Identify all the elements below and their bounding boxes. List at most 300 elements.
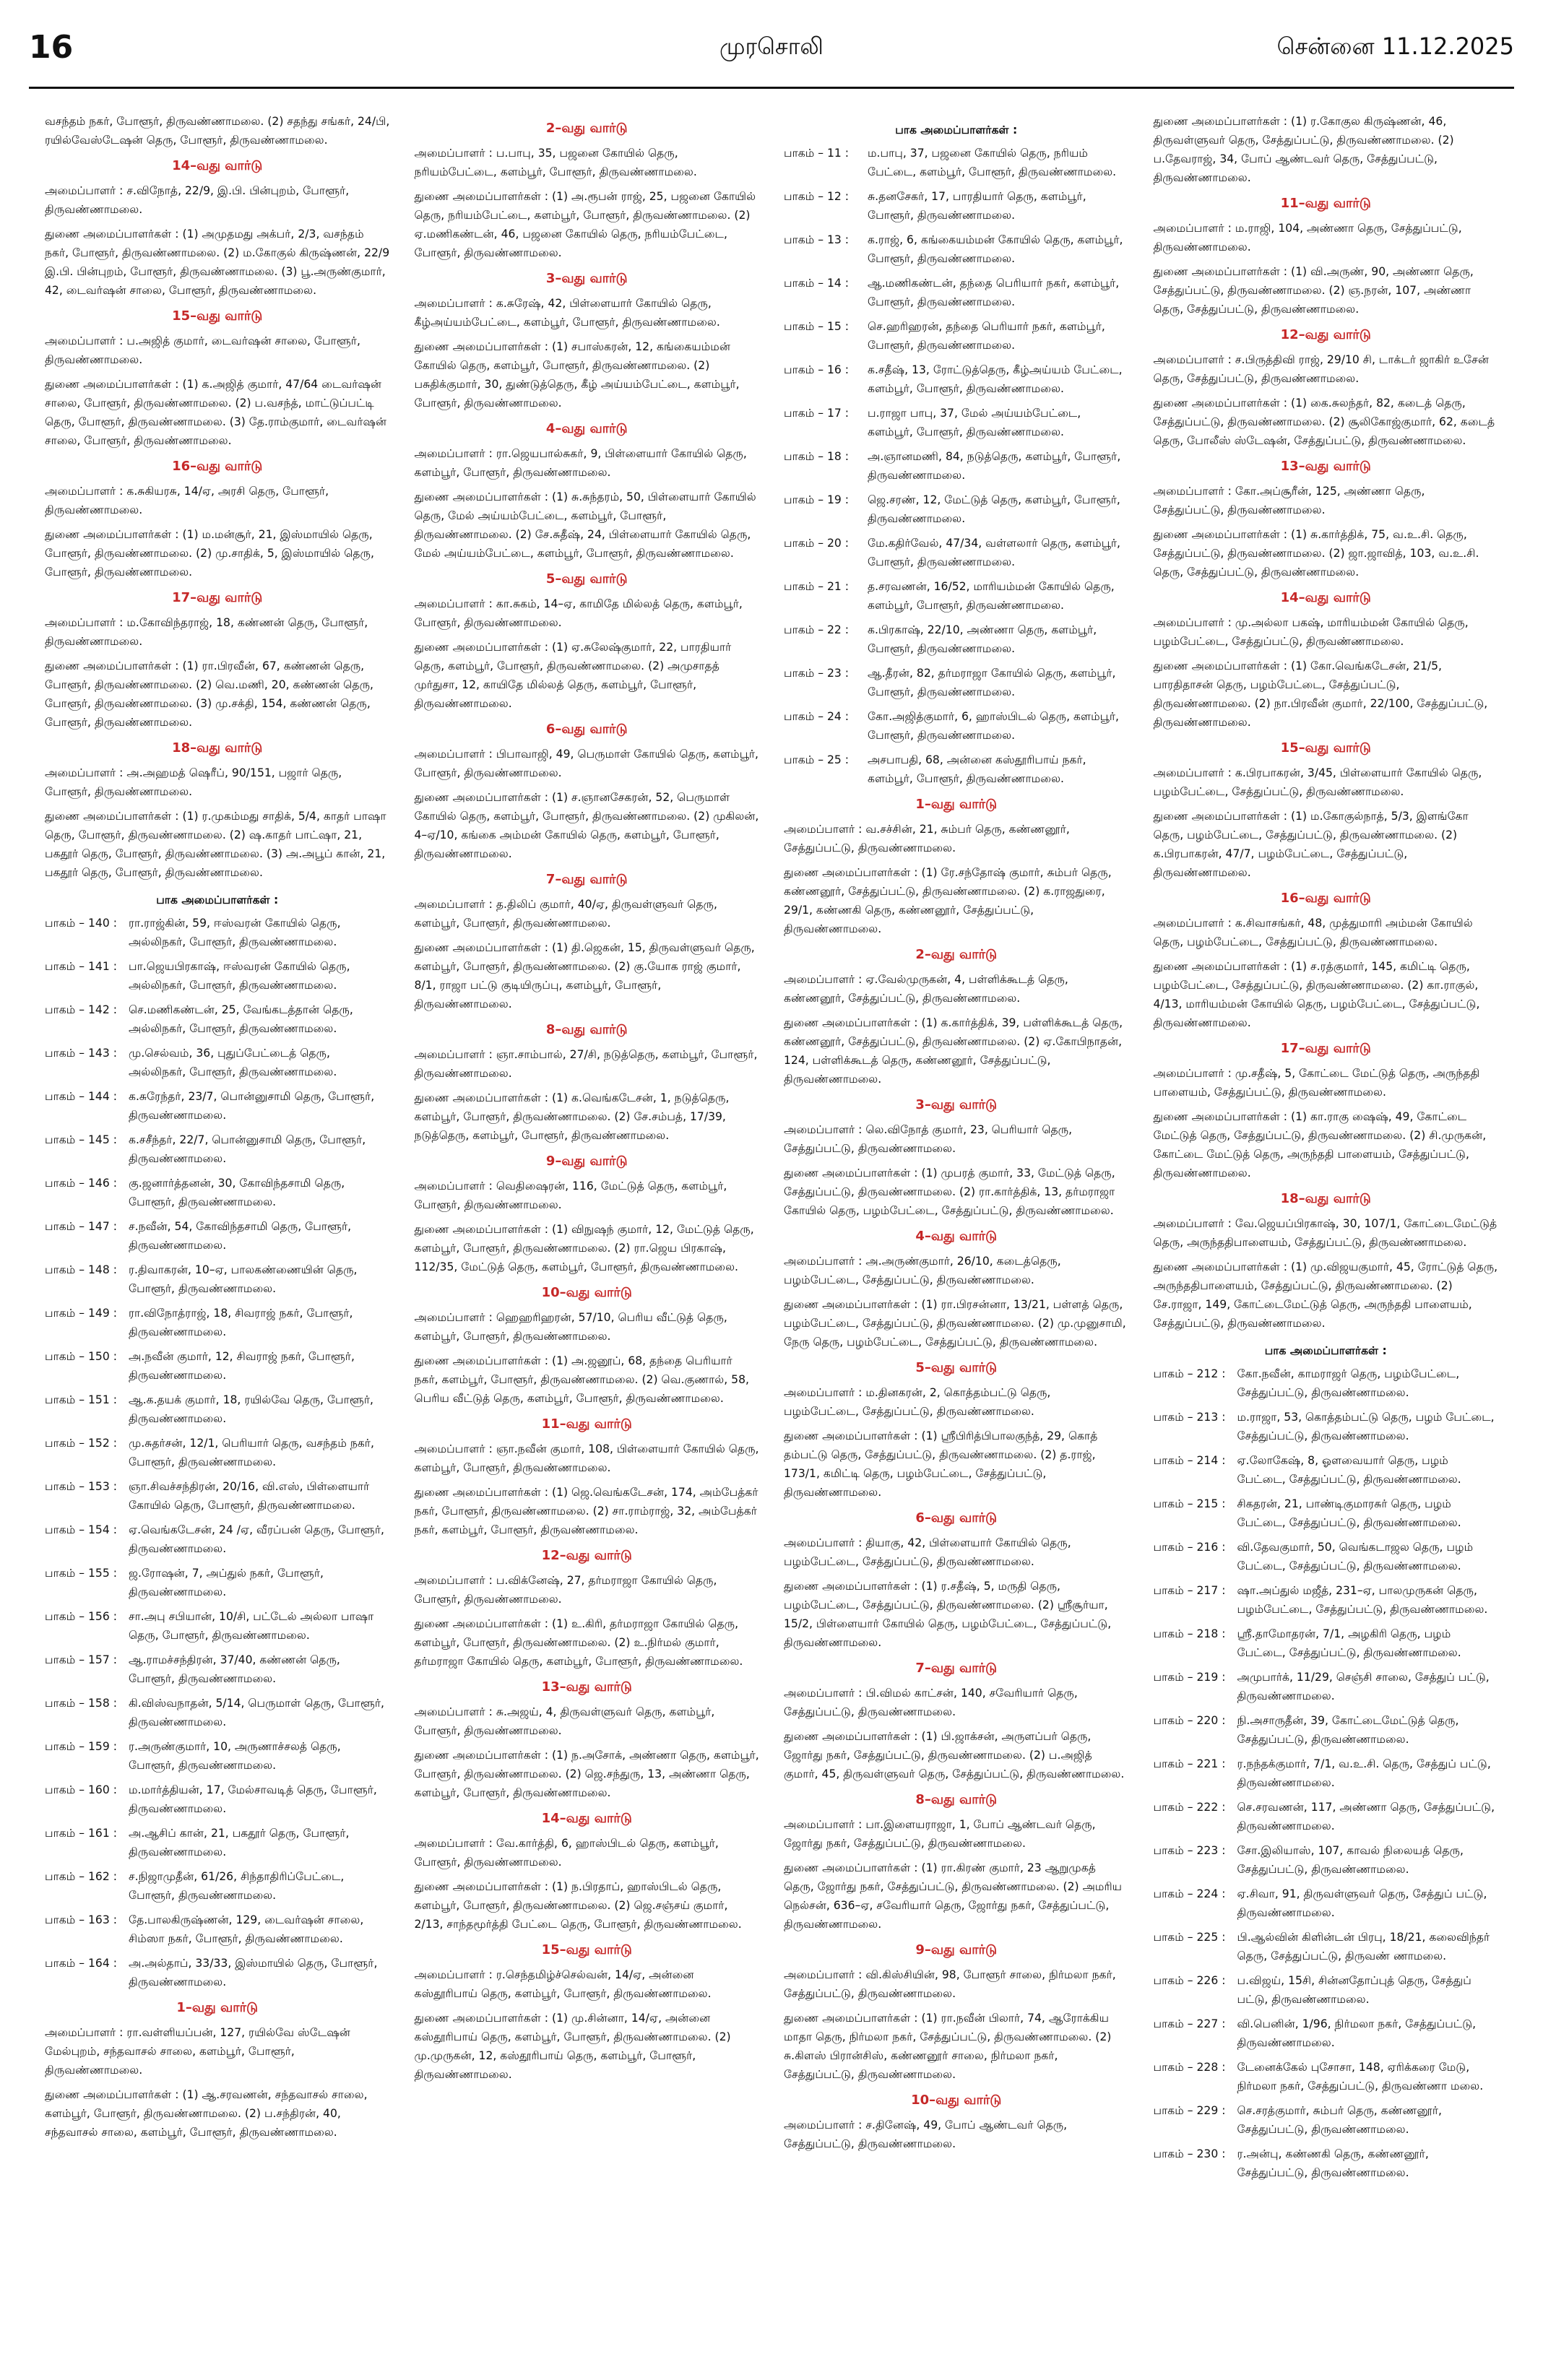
booth-detail: ஸ்ரீ.தாமோதரன், 7/1, அழகிரி தெரு, பழம் பேட்டை, சேத்துப்பட்டு, திருவண்ணாமலை. xyxy=(1237,1627,1461,1659)
booth-row xyxy=(1154,2145,1499,2182)
booth-row xyxy=(45,1087,390,1125)
ward-heading: 6–வது வார்டு xyxy=(545,722,628,737)
booth-row xyxy=(45,1260,390,1298)
booth-detail: க.பிரகாஷ், 22/10, அண்ணா தெரு, களம்பூர், போளூர், திருவண்ணாமலை. xyxy=(868,623,1097,655)
booth-number: பாகம் – 215 : xyxy=(1153,1497,1226,1510)
ward-deputies: துணை அமைப்பாளர்கள் : (1) தி.ஜெகன், 15, திருவள்ளுவர் தெரு, களம்பூர், போளூர், திருவண்ணாமலை. (2) கு.யோக ராஜ் குமார், 8/1, ராஜா பட்டு குடியிருப்பு, களம்பூர், போளூர், திருவண்ணாமலை. xyxy=(414,941,755,1011)
ward-organizer: அமைப்பாளர் : மு.சதீஷ், 5, கோட்டை மேட்டுத் தெரு, அருந்ததி பாளையம், சேத்துப்பட்டு, திருவண்ணாமலை. xyxy=(1153,1067,1480,1099)
ward-organizer: அமைப்பாளர் : ஞா.சாம்பால், 27/சி, நடுத்தெரு, களம்பூர், போளூர், திருவண்ணாமலை. xyxy=(414,1048,758,1080)
ward-organizer: அமைப்பாளர் : க.சுரேஷ், 42, பிள்ளையார் கோயில் தெரு, கீழ்அய்யம்பேட்டை, களம்பூர், போளூர், திருவண்ணாமலை. xyxy=(414,297,720,329)
booth-number: பாகம் – 216 : xyxy=(1153,1541,1226,1554)
column-3 xyxy=(784,112,1129,2351)
booth-row xyxy=(784,404,1129,441)
ward-deputies: துணை அமைப்பாளர்கள் : (1) சு.சுந்தரம், 50, பிள்ளையார் கோயில் தெரு, மேல் அய்யம்பேட்டை, களம்பூர், போளூர், திருவண்ணாமலை. (2) சே.சுதீஷ், 24, பிள்ளையார் கோயில் தெரு, மேல் அய்யம்பேட்டை, களம்பூர், போளூர், திருவண்ணாமலை. xyxy=(414,490,756,560)
ward-heading: 15–வது வார்டு xyxy=(541,1942,632,1957)
booth-detail: கு.ஜனார்த்தனன், 30, கோவிந்தசாமி தெரு, போளூர், திருவண்ணாமலை. xyxy=(129,1177,345,1208)
ward-heading: 18–வது வார்டு xyxy=(172,740,263,756)
ward-heading: 8–வது வார்டு xyxy=(915,1792,998,1807)
booth-detail: க.ராஜ், 6, கங்கையம்மன் கோயில் தெரு, களம்பூர், போளூர், திருவண்ணாமலை. xyxy=(868,233,1123,265)
booth-number: பாகம் – 219 : xyxy=(1153,1671,1226,1684)
ward-deputies: துணை அமைப்பாளர்கள் : (1) வி.அருண், 90, அண்ணா தெரு, சேத்துப்பட்டு, திருவண்ணாமலை. (2) ஞ.நரன், 107, அண்ணா தெரு, சேத்துப்பட்டு, திருவண்ணாமலை. xyxy=(1153,265,1474,316)
lead-text: துணை அமைப்பாளர்கள் : (1) ர.கோகுல கிருஷ்ணன், 46, திருவள்ளுவர் தெரு, சேத்துப்பட்டு, திருவண்ணாமலை. (2) ப.தேவராஜ், 34, போப் ஆண்டவர் தெரு, சேத்துப்பட்டு, திருவண்ணாமலை. xyxy=(1153,115,1454,184)
booth-row xyxy=(45,957,390,995)
ward-deputies: துணை அமைப்பாளர்கள் : (1) மு.விஜயகுமார், 45, ரோட்டுத் தெரு, அருந்ததிபாளையம், சேத்துப்பட்டு, திருவண்ணாமலை. (2) சே.ராஜா, 149, கோட்டைமேட்டுத் தெரு, அருந்ததி பாளையம், சேத்துப்பட்டு, திருவண்ணாமலை. xyxy=(1153,1260,1498,1330)
ward-deputies: துணை அமைப்பாளர்கள் : (1) ரா.நவீன் பிலார், 74, ஆரோக்கிய மாதா தெரு, நிர்மலா நகர், சேத்துப்பட்டு, திருவண்ணாமலை. (2) சு.கிளஸ் பிரான்சிஸ், கண்ணனூர் சாலை, நிர்மலா நகர், சேத்துப்பட்டு, திருவண்ணாமலை. xyxy=(784,2012,1112,2081)
booth-number: பாகம் – 161 : xyxy=(45,1827,117,1840)
ward-organizer: அமைப்பாளர் : தியாகு, 42, பிள்ளையார் கோயில் தெரு, பழம்பேட்டை, சேத்துப்பட்டு, திருவண்ணாமலை. xyxy=(784,1536,1071,1568)
booth-detail: ஆ.க.தயக் குமார், 18, ரயில்வே தெரு, போளூர், திருவண்ணாமலை. xyxy=(129,1393,373,1425)
column-4 xyxy=(1154,112,1499,2351)
booth-number: பாகம் – 13 : xyxy=(784,233,850,246)
booth-number: பாகம் – 152 : xyxy=(45,1437,117,1450)
ward-organizer: அமைப்பாளர் : வே.கார்த்தி, 6, ஹாஸ்பிடல் தெரு, களம்பூர், போளூர், திருவண்ணாமலை. xyxy=(414,1837,719,1869)
booth-number: பாகம் – 18 : xyxy=(784,450,850,463)
newspaper-name: முரசொலி xyxy=(719,33,824,60)
ward-heading: 15–வது வார்டு xyxy=(1280,740,1371,756)
booth-number: பாகம் – 162 : xyxy=(45,1870,117,1883)
booth-detail: ஜெ.சரண், 12, மேட்டுத் தெரு, களம்பூர், போளூர், திருவண்ணாமலை. xyxy=(868,493,1120,525)
booth-number: பாகம் – 11 : xyxy=(784,147,850,160)
ward-organizer: அமைப்பாளர் : லெ.விநோத் குமார், 23, பெரியார் தெரு, சேத்துப்பட்டு, திருவண்ணாமலை. xyxy=(784,1123,1073,1155)
booth-number: பாகம் – 156 : xyxy=(45,1610,117,1623)
booth-number: பாகம் – 228 : xyxy=(1153,2061,1226,2074)
booth-row xyxy=(45,1780,390,1818)
ward-organizer: அமைப்பாளர் : க.பிரபாகரன், 3/45, பிள்ளையார் கோயில் தெரு, பழம்பேட்டை, சேத்துப்பட்டு, திருவண்ணாமலை. xyxy=(1153,766,1482,798)
booth-number: பாகம் – 229 : xyxy=(1153,2104,1226,2117)
booth-detail: கி.விஸ்வநாதன், 5/14, பெருமாள் தெரு, போளூர், திருவண்ணாமலை. xyxy=(129,1697,384,1728)
booth-number: பாகம் – 154 : xyxy=(45,1523,117,1536)
booth-number: பாகம் – 151 : xyxy=(45,1393,117,1406)
ward-heading: 9–வது வார்டு xyxy=(915,1942,998,1957)
booth-number: பாகம் – 148 : xyxy=(45,1263,117,1276)
booth-number: பாகம் – 213 : xyxy=(1153,1411,1226,1424)
ward-heading: 3–வது வார்டு xyxy=(545,271,628,286)
booth-row xyxy=(1154,1841,1499,1879)
booth-detail: த.சரவணன், 16/52, மாரியம்மன் கோயில் தெரு, களம்பூர், போளூர், திருவண்ணாமலை. xyxy=(868,580,1115,612)
booth-detail: பா.ஜெயபிரகாஷ், ஈஸ்வரன் கோயில் தெரு, அல்லிநகர், போளூர், திருவண்ணாமலை. xyxy=(129,960,350,992)
booth-detail: ப.விஜய், 15சி, சின்னதோப்புத் தெரு, சேத்துப் பட்டு, திருவண்ணாமலை. xyxy=(1237,1974,1471,2006)
booth-detail: ஏ.வெங்கடேசன், 24 /ஏ, வீரப்பன் தெரு, போளூர், திருவண்ணாமலை. xyxy=(129,1523,384,1555)
page-number: 16 xyxy=(29,29,74,66)
booth-detail: ஆ.தீரன், 82, தர்மராஜா கோயில் தெரு, களம்பூர், போளூர், திருவண்ணாமலை. xyxy=(868,667,1116,698)
booth-row xyxy=(784,750,1129,788)
ward-deputies: துணை அமைப்பாளர்கள் : (1) ர.சதீஷ், 5, மருதி தெரு, பழம்பேட்டை, சேத்துப்பட்டு, திருவண்ணாமலை. (2) ஸ்ரீசூர்யா, 15/2, பிள்ளையார் கோயில் தெரு, பழம்பேட்டை, சேத்துப்பட்டு, திருவண்ணாமலை. xyxy=(784,1580,1112,1649)
booth-detail: செ.மணிகண்டன், 25, வேங்கடத்தான் தெரு, அல்லிநகர், போளூர், திருவண்ணாமலை. xyxy=(129,1003,353,1035)
booth-number: பாகம் – 217 : xyxy=(1153,1584,1226,1597)
booth-row xyxy=(1154,1624,1499,1662)
ward-heading: 10–வது வார்டு xyxy=(911,2093,1002,2108)
ward-deputies: துணை அமைப்பாளர்கள் : (1) முபரத் குமார், 33, மேட்டுத் தெரு, சேத்துப்பட்டு, திருவண்ணாமலை. (2) ரா.கார்த்திக், 13, தர்மராஜா கோயில் தெரு, பழம்பேட்டை, சேத்துப்பட்டு, திருவண்ணாமலை. xyxy=(784,1167,1115,1217)
ward-heading: 14–வது வார்டு xyxy=(541,1811,632,1826)
ward-organizer: அமைப்பாளர் : ச.விநோத், 22/9, இ.பி. பின்புறம், போளூர், திருவண்ணாமலை. xyxy=(45,184,350,216)
booth-row xyxy=(45,1564,390,1601)
booth-row xyxy=(45,1044,390,1081)
ward-heading: 1–வது வார்டு xyxy=(176,2000,259,2015)
ward-deputies: துணை அமைப்பாளர்கள் : (1) உ.கிரி, தர்மராஜா கோயில் தெரு, களம்பூர், போளூர், திருவண்ணாமலை. (2) உ.நிர்மல் குமார், தர்மராஜா கோயில் தெரு, களம்பூர், போளூர், திருவண்ணாமலை. xyxy=(414,1617,743,1668)
booth-detail: க.சுரேந்தர், 23/7, பொன்னுசாமி தெரு, போளூர், திருவண்ணாமலை. xyxy=(129,1090,375,1122)
ward-heading: 18–வது வார்டு xyxy=(1280,1191,1371,1206)
ward-deputies: துணை அமைப்பாளர்கள் : (1) ஸ்ரீபிரித்பிபாலகுந்த், 29, கொத் தம்பட்டு தெரு, சேத்துப்பட்டு, திருவண்ணாமலை. (2) த.ராஜ், 173/1, கமிட்டி தெரு, பழம்பேட்டை, சேத்துப்பட்டு, திருவண்ணாமலை. xyxy=(784,1429,1098,1499)
column-2 xyxy=(415,112,760,2351)
booth-detail: க.சதீஷ், 13, ரோட்டுத்தெரு, கீழ்அய்யம் பேட்டை, களம்பூர், போளூர், திருவண்ணாமலை. xyxy=(868,363,1123,395)
booth-row xyxy=(45,1607,390,1645)
ward-deputies: துணை அமைப்பாளர்கள் : (1) க.அஜித் குமார், 47/64 டைவர்ஷன் சாலை, போளூர், திருவண்ணாமலை. (2) ப.வசந்த், மாட்டுப்பட்டி தெரு, போளூர், திருவண்ணாமலை. (3) தே.ராம்குமார், டைவர்ஷன் சாலை, போளூர், திருவண்ணாமலை. xyxy=(45,378,387,447)
booth-detail: ஆ.ராமச்சந்திரன், 37/40, கண்ணன் தெரு, போளூர், திருவண்ணாமலை. xyxy=(129,1653,340,1685)
ward-heading: 2–வது வார்டு xyxy=(915,947,998,962)
booth-heading: பாக அமைப்பாளர்கள் : xyxy=(895,124,1018,137)
booth-row xyxy=(45,1390,390,1428)
booth-number: பாகம் – 150 : xyxy=(45,1350,117,1363)
booth-number: பாகம் – 140 : xyxy=(45,917,117,930)
ward-organizer: அமைப்பாளர் : கா.சுகம், 14–ஏ, காமிதே மில்லத் தெரு, களம்பூர், போளூர், திருவண்ணாமலை. xyxy=(414,597,743,629)
booth-row xyxy=(784,534,1129,571)
ward-organizer: அமைப்பாளர் : ப.அஜித் குமார், டைவர்ஷன் சாலை, போளூர், திருவண்ணாமலை. xyxy=(45,334,360,366)
booth-number: பாகம் – 145 : xyxy=(45,1133,117,1146)
ward-heading: 1–வது வார்டு xyxy=(915,797,998,812)
ward-deputies: துணை அமைப்பாளர்கள் : (1) ந.பிரதாப், ஹாஸ்பிடல் தெரு, களம்பூர், போளூர், திருவண்ணாமலை. (2) ஜெ.சஞ்சய் குமார், 2/13, சாந்தமூர்த்தி பேட்டை தெரு, போளூர், திருவண்ணாமலை. xyxy=(414,1880,742,1931)
ward-organizer: அமைப்பாளர் : ப.விக்னேஷ், 27, தர்மராஜா கோயில் தெரு, போளூர், திருவண்ணாமலை. xyxy=(414,1574,717,1606)
booth-detail: ஷா.அப்துல் மஜீத், 231–ஏ, பாலமுருகன் தெரு, பழம்பேட்டை, சேத்துப்பட்டு, திருவண்ணாமலை. xyxy=(1237,1584,1488,1616)
ward-deputies: துணை அமைப்பாளர்கள் : (1) க.வெங்கடேசன், 1, நடுத்தெரு, களம்பூர், போளூர், திருவண்ணாமலை. (2) சே.சம்பத், 17/39, நடுத்தெரு, களம்பூர், போளூர், திருவண்ணாமலை. xyxy=(414,1091,730,1142)
booth-number: பாகம் – 159 : xyxy=(45,1740,117,1753)
booth-detail: ரா.ராஜ்கின், 59, ஈஸ்வரன் கோயில் தெரு, அல்லிநகர், போளூர், திருவண்ணாமலை. xyxy=(129,917,341,948)
booth-row xyxy=(45,1520,390,1558)
ward-organizer: அமைப்பாளர் : ம.ராஜி, 104, அண்ணா தெரு, சேத்துப்பட்டு, திருவண்ணாமலை. xyxy=(1153,222,1462,254)
booth-row xyxy=(784,447,1129,485)
ward-heading: 9–வது வார்டு xyxy=(545,1154,628,1169)
booth-number: பாகம் – 214 : xyxy=(1153,1454,1226,1467)
booth-number: பாகம் – 220 : xyxy=(1153,1714,1226,1727)
ward-deputies: துணை அமைப்பாளர்கள் : (1) சபாஸ்கரன், 12, கங்கையம்மன் கோயில் தெரு, களம்பூர், போளூர், திருவண்ணாமலை. (2) பசுதிக்குமார், 30, துண்டுத்தெரு, கீழ் அய்யம்பேட்டை, களம்பூர், போளூர், திருவண்ணாமலை. xyxy=(414,340,740,410)
ward-heading: 5–வது வார்டு xyxy=(545,571,628,587)
columns xyxy=(45,112,1498,2351)
booth-detail: ஞா.சிவச்சந்திரன், 20/16, வி.எஸ், பிள்ளையார் கோயில் தெரு, போளூர், திருவண்ணாமலை. xyxy=(129,1480,370,1512)
ward-deputies: துணை அமைப்பாளர்கள் : (1) ஜெ.வெங்கடேசன், 174, அம்பேத்கர் நகர், போளூர், திருவண்ணாமலை. (2) சா.ராம்ராஜ், 32, அம்பேத்கர் நகர், களம்பூர், போளூர், திருவண்ணாமலை. xyxy=(414,1486,758,1536)
booth-number: பாகம் – 17 : xyxy=(784,407,850,420)
ward-heading: 7–வது வார்டு xyxy=(915,1661,998,1676)
booth-row xyxy=(1154,1754,1499,1792)
booth-row xyxy=(784,707,1129,745)
booth-detail: பி.ஆல்வின் கிளின்டன் பிரபு, 18/21, கலைவிந்தர் தெரு, சேத்துப்பட்டு, திருவண் ணாமலை. xyxy=(1237,1931,1490,1963)
booth-row xyxy=(784,620,1129,658)
booth-row xyxy=(1154,1408,1499,1445)
ward-organizer: அமைப்பாளர் : அ.அஹமத் ஷெரீப், 90/151, பஜார் தெரு, போளூர், திருவண்ணாமலை. xyxy=(45,766,342,798)
booth-number: பாகம் – 223 : xyxy=(1153,1844,1226,1857)
ward-organizer: அமைப்பாளர் : மு.அல்லா பகஷ், மாரியம்மன் கோயில் தெரு, பழம்பேட்டை, சேத்துப்பட்டு, திருவண்ணாமலை. xyxy=(1153,616,1469,648)
booth-row xyxy=(784,490,1129,528)
ward-deputies: துணை அமைப்பாளர்கள் : (1) அ.ரூபன் ராஜ், 25, பஜனை கோயில் தெரு, நரியம்பேட்டை, களம்பூர், போளூர், திருவண்ணாமலை. (2) ஏ.மணிகண்டன், 46, பஜனை கோயில் தெரு, நரியம்பேட்டை, போளூர், திருவண்ணாமலை. xyxy=(414,190,756,259)
booth-detail: ச.நிஜாமுதீன், 61/26, சிந்தாதிரிப்பேட்டை, போளூர், திருவண்ணாமலை. xyxy=(129,1870,345,1902)
ward-heading: 16–வது வார்டு xyxy=(172,459,263,474)
ward-deputies: துணை அமைப்பாளர்கள் : (1) க.கார்த்திக், 39, பள்ளிக்கூடத் தெரு, கண்ணனூர், சேத்துப்பட்டு, திருவண்ணாமலை. (2) ஏ.கோபிநாதன், 124, பள்ளிக்கூடத் தெரு, கண்ணனூர், சேத்துப்பட்டு, திருவண்ணாமலை. xyxy=(784,1016,1123,1086)
booth-number: பாகம் – 157 : xyxy=(45,1653,117,1666)
booth-row xyxy=(1154,2101,1499,2139)
booth-number: பாகம் – 20 : xyxy=(784,537,850,550)
booth-detail: வி.தேவகுமார், 50, வெங்கடாஜல தெரு, பழம் பேட்டை, சேத்துப்பட்டு, திருவண்ணாமலை. xyxy=(1237,1541,1474,1572)
booth-row xyxy=(45,1434,390,1471)
booth-row xyxy=(1154,1538,1499,1575)
ward-heading: 8–வது வார்டு xyxy=(545,1022,628,1037)
booth-number: பாகம் – 21 : xyxy=(784,580,850,593)
ward-deputies: துணை அமைப்பாளர்கள் : (1) ரா.பிரசன்னா, 13/21, பள்ளத் தெரு, பழம்பேட்டை, சேத்துப்பட்டு, திருவண்ணாமலை. (2) மு.முனுசாமி, நேரு தெரு, பழம்பேட்டை, சேத்துப்பட்டு, திருவண்ணாமலை. xyxy=(784,1298,1126,1349)
ward-organizer: அமைப்பாளர் : கோ.அப்சூரீன், 125, அண்ணா தெரு, சேத்துப்பட்டு, திருவண்ணாமலை. xyxy=(1153,485,1425,516)
ward-organizer: அமைப்பாளர் : வெதிஷைரன், 116, மேட்டுத் தெரு, களம்பூர், போளூர், திருவண்ணாமலை. xyxy=(414,1180,727,1211)
ward-organizer: அமைப்பாளர் : ப.பாபு, 35, பஜனை கோயில் தெரு, நரியம்பேட்டை, களம்பூர், போளூர், திருவண்ணாமலை. xyxy=(414,147,697,178)
booth-detail: ர.அருண்குமார், 10, அருணாச்சலத் தெரு, போளூர், திருவண்ணாமலை. xyxy=(129,1740,341,1772)
booth-detail: ர.நந்தக்குமார், 7/1, வ.உ.சி. தெரு, சேத்துப் பட்டு, திருவண்ணாமலை. xyxy=(1237,1757,1491,1789)
booth-row xyxy=(45,1174,390,1211)
ward-deputies: துணை அமைப்பாளர்கள் : (1) ரா.கிரண் குமார், 23 ஆறுமுகத் தெரு, ஜோர்து நகர், சேத்துப்பட்டு, திருவண்ணாமலை. (2) அமரிய நெல்சன், 636–ஏ, சவேரியார் தெரு, ஜோர்து நகர், சேத்துப்பட்டு, திருவண்ணாமலை. xyxy=(784,1861,1123,1931)
ward-heading: 10–வது வார்டு xyxy=(541,1285,632,1300)
ward-heading: 12–வது வார்டு xyxy=(541,1548,632,1563)
ward-organizer: அமைப்பாளர் : அ.அருண்குமார், 26/10, கடைத்தெரு, பழம்பேட்டை, சேத்துப்பட்டு, திருவண்ணாமலை. xyxy=(784,1255,1061,1286)
ward-deputies: துணை அமைப்பாளர்கள் : (1) கை.சுலந்தர், 82, கடைத் தெரு, சேத்துப்பட்டு, திருவண்ணாமலை. (2) சூலிகோஜ்குமார், 62, கடைத் தெரு, போலீஸ் ஸ்டேஷன், சேத்துப்பட்டு, திருவண்ணாமலை. xyxy=(1153,397,1495,447)
booth-detail: சா.அபு சபியான், 10/சி, பட்டேல் அல்லா பாஷா தெரு, போளூர், திருவண்ணாமலை. xyxy=(129,1610,374,1642)
booth-detail: வி.பெனின், 1/96, நிர்மலா நகர், சேத்துப்பட்டு, திருவண்ணாமலை. xyxy=(1237,2017,1477,2049)
booth-row xyxy=(1154,2058,1499,2095)
ward-heading: 16–வது வார்டு xyxy=(1280,891,1371,906)
booth-row xyxy=(45,914,390,951)
booth-row xyxy=(45,1911,390,1948)
booth-detail: மே.கதிர்வேல், 47/34, வள்ளலார் தெரு, களம்பூர், போளூர், திருவண்ணாமலை. xyxy=(868,537,1120,568)
ward-heading: 2–வது வார்டு xyxy=(545,121,628,136)
ward-deputies: துணை அமைப்பாளர்கள் : (1) ச.ரத்குமார், 145, கமிட்டி தெரு, பழம்பேட்டை, சேத்துப்பட்டு, திருவண்ணாமலை. (2) கா.ராகுல், 4/13, மாரியம்மன் கோயில் தெரு, பழம்பேட்டை, சேத்துப்பட்டு, திருவண்ணாமலை. xyxy=(1153,960,1480,1029)
ward-heading: 14–வது வார்டு xyxy=(172,158,263,173)
booth-detail: டேனைக்கேல் புசோசா, 148, ஏரிக்கரை மேடு, நிர்மலா நகர், சேத்துப்பட்டு, திருவண்ணா மலை. xyxy=(1237,2061,1484,2093)
ward-deputies: துணை அமைப்பாளர்கள் : (1) ரா.பிரவீன், 67, கண்ணன் தெரு, போளூர், திருவண்ணாமலை. (2) வெ.மணி, 20, கண்ணன் தெரு, போளூர், திருவண்ணாமலை. (3) மு.சக்தி, 154, கண்ணன் தெரு, போளூர், திருவண்ணாமலை. xyxy=(45,659,373,729)
ward-deputies: துணை அமைப்பாளர்கள் : (1) பி.ஜாக்சன், அருளப்பர் தெரு, ஜோர்து நகர், சேத்துப்பட்டு, திருவண்ணாமலை. (2) ப.அஜித் குமார், 45, திருவள்ளுவர் தெரு, சேத்துப்பட்டு, திருவண்ணாமலை. xyxy=(784,1730,1125,1780)
booth-number: பாகம் – 212 : xyxy=(1153,1367,1226,1380)
ward-deputies: துணை அமைப்பாளர்கள் : (1) கோ.வெங்கடேசன், 21/5, பாரதிதாசன் தெரு, பழம்பேட்டை, சேத்துப்பட்டு, திருவண்ணாமலை. (2) நா.பிரவீன் குமார், 22/100, சேத்துப்பட்டு, திருவண்ணாமலை. xyxy=(1153,659,1488,729)
ward-deputies: துணை அமைப்பாளர்கள் : (1) ந.அசோக், அண்ணா தெரு, களம்பூர், போளூர், திருவண்ணாமலை. (2) ஜெ.சந்துரு, 13, அண்ணா தெரு, களம்பூர், போளூர், திருவண்ணாமலை. xyxy=(414,1749,759,1799)
booth-row xyxy=(1154,1971,1499,2009)
booth-detail: கோ.அஜித்குமார், 6, ஹாஸ்பிடல் தெரு, களம்பூர், போளூர், திருவண்ணாமலை. xyxy=(868,710,1119,742)
ward-deputies: துணை அமைப்பாளர்கள் : (1) விநுஷந் குமார், 12, மேட்டுத் தெரு, களம்பூர், போளூர், திருவண்ணாமலை. (2) ரா.ஜெய பிரகாஷ், 112/35, மேட்டுத் தெரு, களம்பூர், போளூர், திருவண்ணாமலை. xyxy=(414,1223,754,1273)
ward-heading: 5–வது வார்டு xyxy=(915,1360,998,1375)
ward-organizer: அமைப்பாளர் : வி.கிஸ்சியின், 98, போளூர் சாலை, நிர்மலா நகர், சேத்துப்பட்டு, திருவண்ணாமலை. xyxy=(784,1968,1116,2000)
booth-detail: க.சசீந்தர், 22/7, பொன்னுசாமி தெரு, போளூர், திருவண்ணாமலை. xyxy=(129,1133,366,1165)
booth-number: பாகம் – 164 : xyxy=(45,1957,117,1970)
ward-deputies: துணை அமைப்பாளர்கள் : (1) ரே.சந்தோஷ் குமார், சும்பர் தெரு, கண்ணனூர், சேத்துப்பட்டு, திருவண்ணாமலை. (2) க.ராஜதுரை, 29/1, கண்ணகி தெரு, கண்ணனூர், சேத்துப்பட்டு, திருவண்ணாமலை. xyxy=(784,866,1112,935)
booth-row xyxy=(45,1477,390,1515)
booth-detail: நி.அசாருதீன், 39, கோட்டைமேட்டுத் தெரு, சேத்துப்பட்டு, திருவண்ணாமலை. xyxy=(1237,1714,1459,1746)
ward-heading: 3–வது வார்டு xyxy=(915,1097,998,1112)
booth-number: பாகம் – 224 : xyxy=(1153,1887,1226,1900)
booth-row xyxy=(784,187,1129,225)
booth-number: பாகம் – 14 : xyxy=(784,277,850,290)
booth-detail: அ.அல்தாப், 33/33, இஸ்மாயில் தெரு, போளூர், திருவண்ணாமலை. xyxy=(129,1957,378,1989)
ward-heading: 13–வது வார்டு xyxy=(541,1679,632,1695)
booth-number: பாகம் – 141 : xyxy=(45,960,117,973)
booth-heading: பாக அமைப்பாளர்கள் : xyxy=(1264,1344,1387,1357)
booth-row xyxy=(1154,2015,1499,2052)
booth-row xyxy=(45,1130,390,1168)
booth-number: பாகம் – 163 : xyxy=(45,1913,117,1926)
ward-organizer: அமைப்பாளர் : த.திலிப் குமார், 40/ஏ, திருவள்ளுவர் தெரு, களம்பூர், போளூர், திருவண்ணாமலை. xyxy=(414,898,717,930)
booth-detail: சு.தனசேகர், 17, பாரதியார் தெரு, களம்பூர், போளூர், திருவண்ணாமலை. xyxy=(868,190,1086,222)
ward-deputies: துணை அமைப்பாளர்கள் : (1) மு.சின்னா, 14/ஏ, அன்னை கஸ்தூரிபாய் தெரு, களம்பூர், போளூர், திருவண்ணாமலை. (2) மு.முருகன், 12, கஸ்தூரிபாய் தெரு, களம்பூர், போளூர், திருவண்ணாமலை. xyxy=(414,2012,731,2081)
booth-detail: மு.செல்வம், 36, புதுப்பேட்டைத் தெரு, அல்லிநகர், போளூர், திருவண்ணாமலை. xyxy=(129,1047,337,1078)
ward-organizer: அமைப்பாளர் : ஏ.வேல்முருகன், 4, பள்ளிக்கூடத் தெரு, கண்ணனூர், சேத்துப்பட்டு, திருவண்ணாமலை. xyxy=(784,973,1068,1005)
booth-detail: கோ.நவீன், காமராஜர் தெரு, பழம்பேட்டை, சேத்துப்பட்டு, திருவண்ணாமலை. xyxy=(1237,1367,1460,1399)
ward-organizer: அமைப்பாளர் : ஹெஹரிஹரன், 57/10, பெரிய வீட்டுத் தெரு, களம்பூர், போளூர், திருவண்ணாமலை. xyxy=(414,1311,727,1343)
booth-detail: சோ.இலியாஸ், 107, காவல் நிலையத் தெரு, சேத்துப்பட்டு, திருவண்ணாமலை. xyxy=(1237,1844,1464,1876)
ward-organizer: அமைப்பாளர் : ம.தினகரன், 2, கொத்தம்பட்டு தெரு, பழம்பேட்டை, சேத்துப்பட்டு, திருவண்ணாமலை. xyxy=(784,1386,1051,1418)
booth-row xyxy=(45,1954,390,1991)
booth-number: பாகம் – 15 : xyxy=(784,320,850,333)
ward-organizer: அமைப்பாளர் : பிபாவாஜி, 49, பெருமாள் கோயில் தெரு, களம்பூர், போளூர், திருவண்ணாமலை. xyxy=(414,748,759,779)
booth-row xyxy=(45,1867,390,1905)
booth-number: பாகம் – 222 : xyxy=(1153,1801,1226,1814)
booth-row xyxy=(45,1694,390,1731)
ward-deputies: துணை அமைப்பாளர்கள் : (1) அ.ஜனூப், 68, தந்தை பெரியார் நகர், களம்பூர், போளூர், திருவண்ணாமலை. (2) வெ.குணால், 58, பெரிய வீட்டுத் தெரு, களம்பூர், போளூர், திருவண்ணாமலை. xyxy=(414,1354,749,1405)
booth-detail: ஆ.மணிகண்டன், தந்தை பெரியார் நகர், களம்பூர், போளூர், திருவண்ணாமலை. xyxy=(868,277,1120,308)
booth-row xyxy=(45,1304,390,1341)
ward-organizer: அமைப்பாளர் : ஞா.நவீன் குமார், 108, பிள்ளையார் கோயில் தெரு, களம்பூர், போளூர், திருவண்ணாமலை. xyxy=(414,1442,759,1474)
ward-organizer: அமைப்பாளர் : சு.அஜய், 4, திருவள்ளுவர் தெரு, களம்பூர், போளூர், திருவண்ணாமலை. xyxy=(414,1705,715,1737)
booth-row xyxy=(784,144,1129,181)
booth-detail: அ.ஞானமணி, 84, நடுத்தெரு, களம்பூர், போளூர், திருவண்ணாமலை. xyxy=(868,450,1121,482)
booth-detail: அசபாபதி, 68, அன்னை கஸ்தூரிபாய் நகர், களம்பூர், போளூர், திருவண்ணாமலை. xyxy=(868,753,1086,785)
ward-heading: 13–வது வார்டு xyxy=(1280,459,1371,474)
ward-organizer: அமைப்பாளர் : வ.சச்சின், 21, சும்பர் தெரு, கண்ணனூர், சேத்துப்பட்டு, திருவண்ணாமலை. xyxy=(784,823,1070,854)
booth-number: பாகம் – 22 : xyxy=(784,623,850,636)
booth-number: பாகம் – 221 : xyxy=(1153,1757,1226,1770)
booth-row xyxy=(784,317,1129,355)
booth-number: பாகம் – 218 : xyxy=(1153,1627,1226,1640)
booth-number: பாகம் – 25 : xyxy=(784,753,850,766)
booth-row xyxy=(1154,1668,1499,1705)
booth-number: பாகம் – 230 : xyxy=(1153,2147,1226,2160)
dateline: சென்னை 11.12.2025 xyxy=(1276,33,1514,60)
booth-row xyxy=(784,230,1129,268)
booth-row xyxy=(784,360,1129,398)
booth-detail: செ.சரத்குமார், சும்பர் தெரு, கண்ணனூர், சேத்துப்பட்டு, திருவண்ணாமலை. xyxy=(1237,2104,1442,2136)
booth-row xyxy=(1154,1364,1499,1402)
booth-detail: ம.மார்த்தியன், 17, மேல்சாவடித் தெரு, போளூர், திருவண்ணாமலை. xyxy=(129,1783,377,1815)
booth-detail: ர.அன்பு, கண்ணகி தெரு, கண்ணனூர், சேத்துப்பட்டு, திருவண்ணாமலை. xyxy=(1237,2147,1429,2179)
booth-detail: ர.திவாகரன், 10–ஏ, பாலகண்ணையின் தெரு, போளூர், திருவண்ணாமலை. xyxy=(129,1263,358,1295)
ward-organizer: அமைப்பாளர் : க.சுகியரசு, 14/ஏ, அரசி தெரு, போளூர், திருவண்ணாமலை. xyxy=(45,485,329,516)
booth-row xyxy=(45,1737,390,1775)
booth-detail: ரா.விநோத்ராஜ், 18, சிவராஜ் நகர், போளூர், திருவண்ணாமலை. xyxy=(129,1307,353,1338)
booth-number: பாகம் – 225 : xyxy=(1153,1931,1226,1944)
booth-number: பாகம் – 147 : xyxy=(45,1220,117,1233)
booth-row xyxy=(1154,1494,1499,1532)
booth-detail: ம.பாபு, 37, பஜனை கோயில் தெரு, நரியம் பேட்டை, களம்பூர், போளூர், திருவண்ணாமலை. xyxy=(868,147,1117,178)
ward-heading: 4–வது வார்டு xyxy=(545,421,628,436)
booth-row xyxy=(45,1000,390,1038)
ward-heading: 12–வது வார்டு xyxy=(1280,327,1371,342)
ward-organizer: அமைப்பாளர் : ரா.வள்ளியப்பன், 127, ரயில்வே ஸ்டேஷன் மேல்புறம், சந்தவாசல் சாலை, களம்பூர், போளூர், திருவண்ணாமலை. xyxy=(45,2026,350,2077)
booth-detail: தே.பாலகிருஷ்ணன், 129, டைவர்ஷன் சாலை, சிம்ஸா நகர், போளூர், திருவண்ணாமலை. xyxy=(129,1913,364,1945)
ward-deputies: துணை அமைப்பாளர்கள் : (1) கா.ராகு ஷைஷ், 49, கோட்டை மேட்டுத் தெரு, சேத்துப்பட்டு, திருவண்ணாமலை. (2) சி.முருகன், கோட்டை மேட்டுத் தெரு, அருந்ததி பாளையம், சேத்துப்பட்டு, திருவண்ணாமலை. xyxy=(1153,1110,1487,1180)
ward-heading: 17–வது வார்டு xyxy=(1280,1041,1371,1056)
ward-organizer: அமைப்பாளர் : ர.செந்தமிழ்ச்செல்வன், 14/ஏ, அன்னை கஸ்தூரிபாய் தெரு, களம்பூர், போளூர், திருவண்ணாமலை. xyxy=(414,1968,712,2000)
booth-number: பாகம் – 143 : xyxy=(45,1047,117,1060)
ward-deputies: துணை அமைப்பாளர்கள் : (1) சு.கார்த்திக், 75, வ.உ.சி. தெரு, சேத்துப்பட்டு, திருவண்ணாமலை. (2) ஜா.ஜாவித், 103, வ.உ.சி. தெரு, சேத்துப்பட்டு, திருவண்ணாமலை. xyxy=(1153,528,1479,579)
booth-row xyxy=(1154,1884,1499,1922)
booth-row xyxy=(45,1217,390,1255)
booth-detail: அ.ஆசிப் கான், 21, பகதூர் தெரு, போளூர், திருவண்ணாமலை. xyxy=(129,1827,350,1858)
ward-deputies: துணை அமைப்பாளர்கள் : (1) ர.முகம்மது சாதிக், 5/4, காதர் பாஷா தெரு, போளூர், திருவண்ணாமலை. (2) ஷ.காதர் பாட்ஷா, 21, பகதூர் தெரு, போளூர், திருவண்ணாமலை. (3) அ.அபூப் கான், 21, பகதூர் தெரு, போளூர், திருவண்ணாமலை. xyxy=(45,810,386,879)
booth-row xyxy=(784,577,1129,615)
booth-row xyxy=(1154,1711,1499,1749)
ward-organizer: அமைப்பாளர் : பா.இளையராஜா, 1, போப் ஆண்டவர் தெரு, ஜோர்து நகர், சேத்துப்பட்டு, திருவண்ணாமலை. xyxy=(784,1818,1096,1850)
booth-number: பாகம் – 19 : xyxy=(784,493,850,506)
booth-row xyxy=(784,664,1129,701)
ward-heading: 6–வது வார்டு xyxy=(915,1510,998,1526)
booth-row xyxy=(1154,1451,1499,1489)
ward-deputies: துணை அமைப்பாளர்கள் : (1) ம.மன்சூர், 21, இஸ்மாயில் தெரு, போளூர், திருவண்ணாமலை. (2) மு.சாதிக், 5, இஸ்மாயில் தெரு, போளூர், திருவண்ணாமலை. xyxy=(45,528,374,579)
booth-number: பாகம் – 142 : xyxy=(45,1003,117,1016)
booth-detail: அ.நவீன் குமார், 12, சிவராஜ் நகர், போளூர், திருவண்ணாமலை. xyxy=(129,1350,355,1382)
ward-organizer: அமைப்பாளர் : ச.தினேஷ், 49, போப் ஆண்டவர் தெரு, சேத்துப்பட்டு, திருவண்ணாமலை. xyxy=(784,2119,1068,2150)
booth-number: பாகம் – 23 : xyxy=(784,667,850,680)
booth-detail: சிகதரன், 21, பாண்டிகுமாரசுர் தெரு, பழம் பேட்டை, சேத்துப்பட்டு, திருவண்ணாமலை. xyxy=(1237,1497,1461,1529)
booth-number: பாகம் – 16 : xyxy=(784,363,850,376)
booth-number: பாகம் – 12 : xyxy=(784,190,850,203)
booth-detail: ஏ.சிவா, 91, திருவள்ளுவர் தெரு, சேத்துப் பட்டு, திருவண்ணாமலை. xyxy=(1237,1887,1487,1919)
booth-number: பாகம் – 146 : xyxy=(45,1177,117,1190)
booth-number: பாகம் – 226 : xyxy=(1153,1974,1226,1987)
booth-detail: அமுபார்க், 11/29, செஞ்சி சாலை, சேத்துப் பட்டு, திருவண்ணாமலை. xyxy=(1237,1671,1490,1702)
ward-organizer: அமைப்பாளர் : க.சிவாசங்கர், 48, முத்துமாரி அம்மன் கோயில் தெரு, பழம்பேட்டை, சேத்துப்பட்டு, திருவண்ணாமலை. xyxy=(1153,917,1473,948)
ward-deputies: துணை அமைப்பாளர்கள் : (1) ஏ.சுலேஷ்குமார், 22, பாரதியார் தெரு, களம்பூர், போளூர், திருவண்ணாமலை. (2) அமுசாதத் முர்துசா, 12, காயிதே மில்லத் தெரு, களம்பூர், போளூர், திருவண்ணாமலை. xyxy=(414,641,732,710)
booth-detail: ஜ.ரோஷன், 7, அப்துல் நகர், போளூர், திருவண்ணாமலை. xyxy=(129,1567,324,1598)
booth-detail: ஏ.லோகேஷ், 8, ஓளவையார் தெரு, பழம் பேட்டை, சேத்துப்பட்டு, திருவண்ணாமலை. xyxy=(1237,1454,1461,1486)
ward-heading: 15–வது வார்டு xyxy=(172,308,263,324)
ward-organizer: அமைப்பாளர் : ச.பிருத்திவி ராஜ், 29/10 சி, டாக்டர் ஜாகிர் உசேன் தெரு, சேத்துப்பட்டு, திருவண்ணாமலை. xyxy=(1153,353,1489,385)
booth-detail: செ.ஹரிஹரன், தந்தை பெரியார் நகர், களம்பூர், போளூர், திருவண்ணாமலை. xyxy=(868,320,1105,352)
ward-heading: 7–வது வார்டு xyxy=(545,872,628,887)
ward-heading: 11–வது வார்டு xyxy=(541,1416,632,1432)
masthead xyxy=(29,0,1514,89)
booth-number: பாகம் – 227 : xyxy=(1153,2017,1226,2030)
booth-row xyxy=(45,1650,390,1688)
booth-number: பாகம் – 155 : xyxy=(45,1567,117,1580)
booth-detail: ப.ராஜா பாபு, 37, மேல் அய்யம்பேட்டை, களம்பூர், போளூர், திருவண்ணாமலை. xyxy=(868,407,1081,438)
ward-heading: 4–வது வார்டு xyxy=(915,1229,998,1244)
booth-number: பாகம் – 149 : xyxy=(45,1307,117,1320)
lead-text: வசந்தம் நகர், போளூர், திருவண்ணாமலை. (2) சதந்து சங்கர், 24/பி, ரயில்வேஸ்டேஷன் தெரு, போளூர், திருவண்ணாமலை. xyxy=(45,115,390,147)
booth-number: பாகம் – 24 : xyxy=(784,710,850,723)
column-1 xyxy=(45,112,390,2351)
ward-organizer: அமைப்பாளர் : வே.ஜெயப்பிரகாஷ், 30, 107/1, கோட்டைமேட்டுத் தெரு, அருந்ததிபாளையம், சேத்துப்பட்டு, திருவண்ணாமலை. xyxy=(1153,1217,1497,1249)
booth-number: பாகம் – 144 : xyxy=(45,1090,117,1103)
booth-number: பாகம் – 158 : xyxy=(45,1697,117,1710)
booth-row xyxy=(1154,1581,1499,1619)
booth-row xyxy=(45,1347,390,1385)
booth-row xyxy=(1154,1798,1499,1835)
booth-heading: பாக அமைப்பாளர்கள் : xyxy=(156,893,279,906)
ward-deputies: துணை அமைப்பாளர்கள் : (1) ச.ஞானசேகரன், 52, பெருமாள் கோயில் தெரு, களம்பூர், போளூர், திருவண்ணாமலை. (2) முகிலன், 4–ஏ/10, கங்கை அம்மன் கோயில் தெரு, களம்பூர், போளூர், திருவண்ணாமலை. xyxy=(414,791,759,860)
booth-detail: மு.சுதர்சன், 12/1, பெரியார் தெரு, வசந்தம் நகர், போளூர், திருவண்ணாமலை. xyxy=(129,1437,374,1468)
ward-deputies: துணை அமைப்பாளர்கள் : (1) ம.கோகுல்நாத், 5/3, இளங்கோ தெரு, பழம்பேட்டை, சேத்துப்பட்டு, திருவண்ணாமலை. (2) க.பிரபாகரன், 47/7, பழம்பேட்டை, சேத்துப்பட்டு, திருவண்ணாமலை. xyxy=(1153,810,1469,879)
ward-heading: 17–வது வார்டு xyxy=(172,590,263,605)
booth-detail: ச.நவீன், 54, கோவிந்தசாமி தெரு, போளூர், திருவண்ணாமலை. xyxy=(129,1220,352,1252)
booth-number: பாகம் – 153 : xyxy=(45,1480,117,1493)
ward-organizer: அமைப்பாளர் : பி.விமல் காட்சன், 140, சவேரியார் தெரு, சேத்துப்பட்டு, திருவண்ணாமலை. xyxy=(784,1687,1078,1718)
booth-row xyxy=(1154,1928,1499,1965)
booth-detail: ம.ராஜா, 53, கொத்தம்பட்டு தெரு, பழம் பேட்டை, சேத்துப்பட்டு, திருவண்ணாமலை. xyxy=(1237,1411,1495,1442)
booth-detail: செ.சரவணன், 117, அண்ணா தெரு, சேத்துப்பட்டு, திருவண்ணாமலை. xyxy=(1237,1801,1495,1832)
ward-heading: 11–வது வார்டு xyxy=(1280,196,1371,211)
booth-number: பாகம் – 160 : xyxy=(45,1783,117,1796)
ward-deputies: துணை அமைப்பாளர்கள் : (1) அமுதமது அக்பர், 2/3, வசந்தம் நகர், போளூர், திருவண்ணாமலை. (2) ம.கோகுல் கிருஷ்ணன், 22/9 இ.பி. பின்புறம், போளூர், திருவண்ணாமலை. (3) பூ.அருண்குமார், 42, டைவர்ஷன் சாலை, போளூர், திருவண்ணாமலை. xyxy=(45,228,390,297)
ward-organizer: அமைப்பாளர் : ரா.ஜெயபால்சுகர், 9, பிள்ளையார் கோயில் தெரு, களம்பூர், போளூர், திருவண்ணாமலை. xyxy=(414,447,747,479)
booth-row xyxy=(784,274,1129,311)
